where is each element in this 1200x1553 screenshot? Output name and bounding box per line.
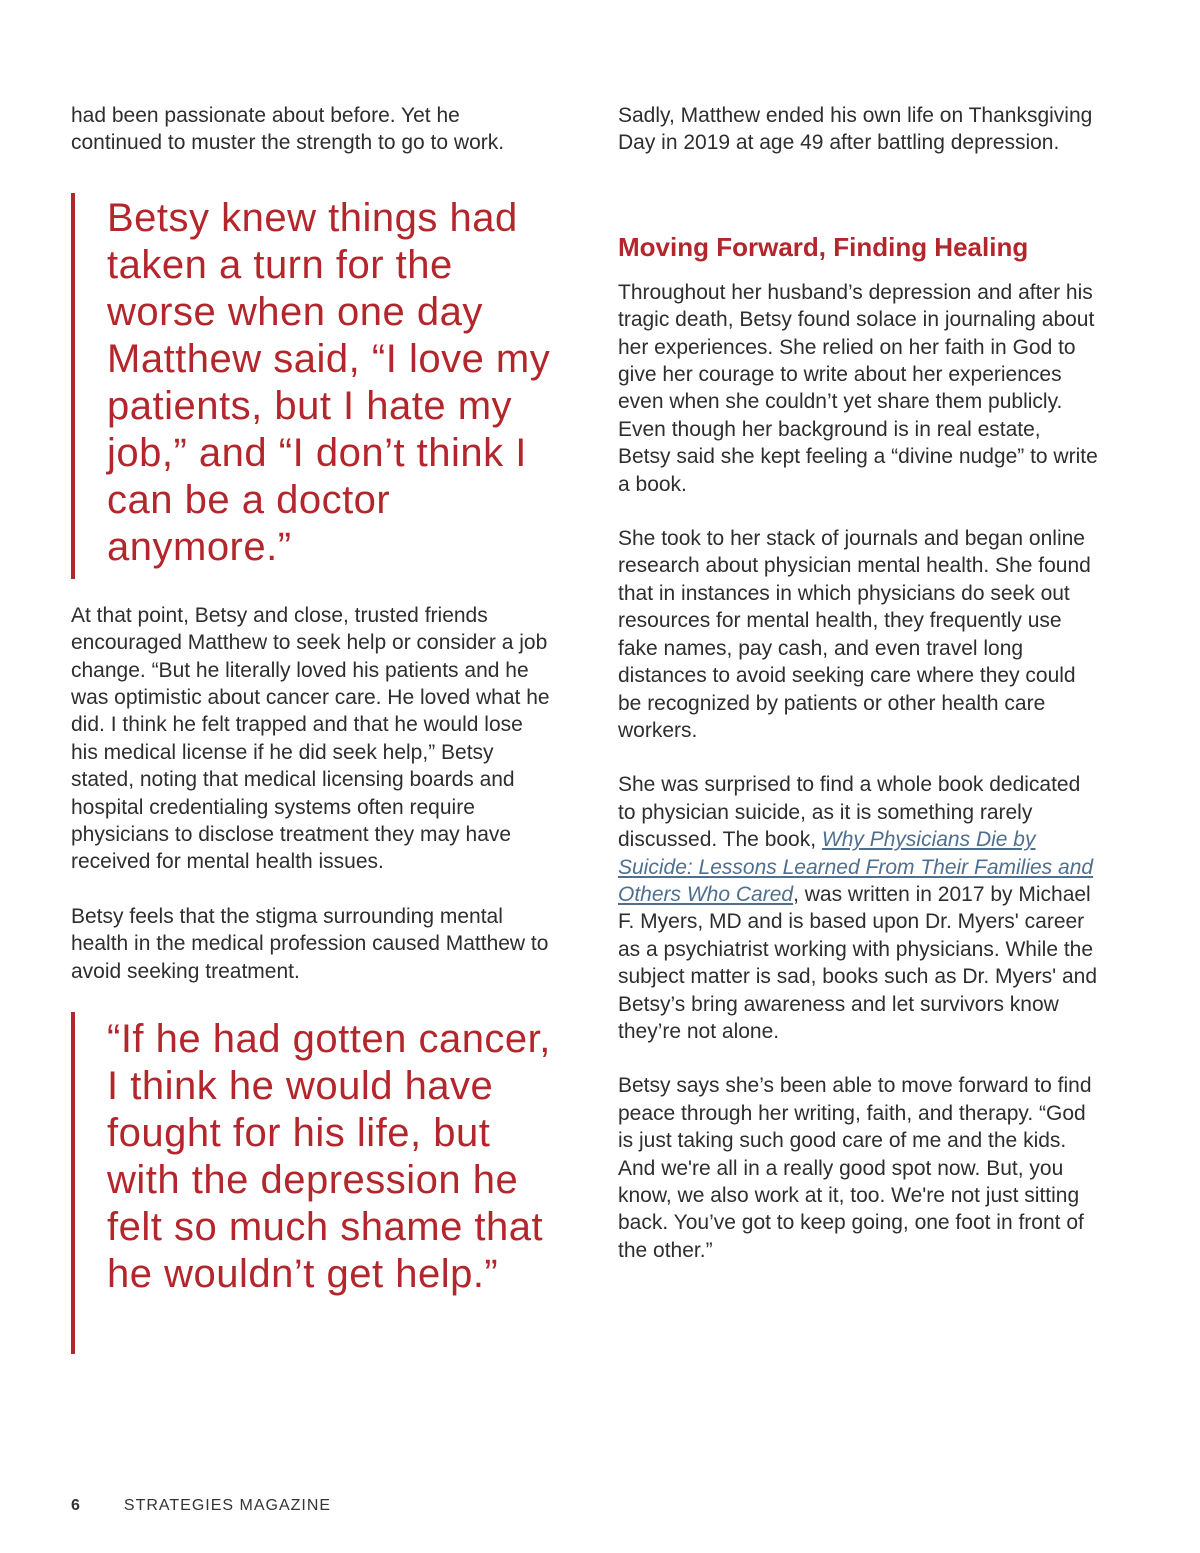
page-footer (71, 1497, 331, 1515)
pull-quote (71, 1012, 551, 1354)
paragraph-text: , was written in 2017 by Michael F. Myers, MD and is based upon Dr. Myers' career as a psychiatrist working with physicians. While the subject matter is sad, books such as Dr. Myers' and Betsy’s bring awareness and let survivors know they’re not alone. (618, 882, 1098, 1043)
pull-quote-text: Betsy knew things had taken a turn for the worse when one day Matthew said, “I love my patients, but I hate my job,” and “I don’t think I can be a doctor anymore.” (107, 195, 551, 569)
pull-quote-text: “If he had gotten cancer, I think he would have fought for his life, but with the depression he felt so much shame that he wouldn’t get help.” (107, 1017, 551, 1297)
book-title-link[interactable]: Why Physicians Die by Suicide: Lessons Learned From Their Families and Others Who Cared (618, 828, 1094, 906)
paragraph: Betsy feels that the stigma surrounding mental health in the medical profession caused Matthew to avoid seeking treatment. (71, 904, 549, 983)
paragraph: She took to her stack of journals and began online research about physician mental health. She found that in instances in which physicians do seek out resources for mental health, they frequently use fake names, pay cash, and even travel long distances to avoid seeking care where they could be recognized by patients or other health care workers. (618, 527, 1091, 742)
left-column (71, 102, 551, 1354)
page-number: 6 (71, 1497, 80, 1514)
paragraph: Throughout her husband’s depression and after his tragic death, Betsy found solace in journaling about her experiences. She relied on her faith in God to give her courage to write about her experiences even when she couldn’t yet share them publicly. Even though her background is in real estate, Betsy said she kept feeling a “divine nudge” to write a book. (618, 280, 1098, 496)
paragraph-text: She was surprised to find a whole book dedicated to physician suicide, as it is something rarely discussed. The book, (618, 773, 1081, 852)
section-heading: Moving Forward, Finding Healing (618, 231, 1029, 262)
paragraph (618, 771, 1098, 1045)
magazine-name: STRATEGIES MAGAZINE (123, 1497, 332, 1514)
paragraph: Sadly, Matthew ended his own life on Thanksgiving Day in 2019 at age 49 after battling depression. (618, 104, 1093, 155)
paragraph: At that point, Betsy and close, trusted friends encouraged Matthew to seek help or consider a job change. “But he literally loved his patients and he was optimistic about cancer care. He loved what he did. I think he felt trapped and that he would lose his medical license if he did seek help,” Betsy stated, noting that medical licensing boards and hospital credentialing systems often require physicians to disclose treatment they may have received for mental health issues. (71, 603, 550, 874)
pull-quote (71, 193, 551, 579)
paragraph: Betsy says she’s been able to move forward to find peace through her writing, faith, and therapy. “God is just taking such good care of me and the kids. And we're all in a really good spot now. But, you know, we also work at it, too. We're not just sitting back. You’ve got to keep going, one foot in front of the other.” (618, 1074, 1092, 1262)
right-column (618, 102, 1098, 1264)
paragraph: had been passionate about before. Yet he continued to muster the strength to go to work. (71, 104, 505, 155)
